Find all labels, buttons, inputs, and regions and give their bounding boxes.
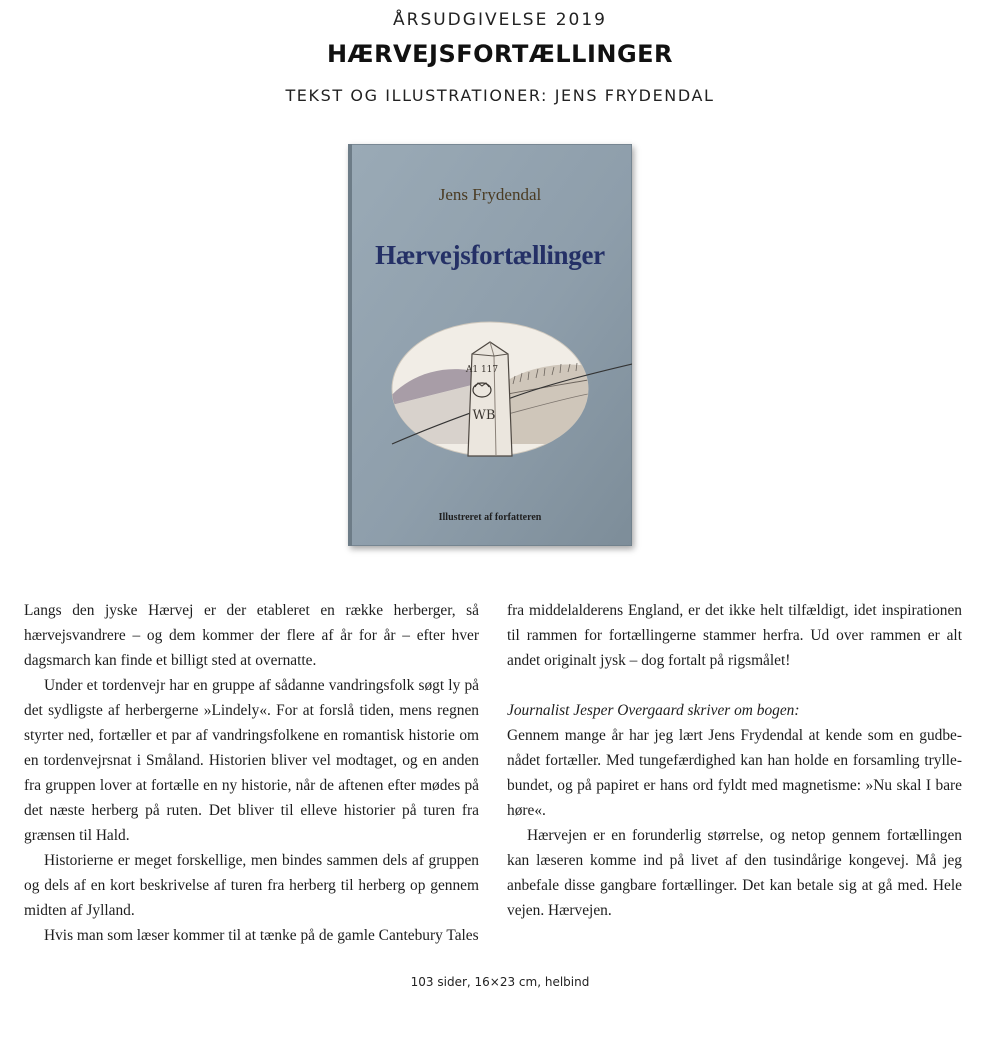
quote-paragraph: Gennem mange år har jeg lært Jens Frydendal at kende som en gudbenådet fortæller. Med tungefærdighed kan han holde en forsamling tryllebundet, og på papiret er hans ord fyldt med magnetisme: »Nu skal I bare høre«. <box>507 727 962 819</box>
credits-subtitle: TEKST OG ILLUSTRATIONER: JENS FRYDENDAL <box>285 86 715 105</box>
article-left-column <box>24 598 479 948</box>
paragraph: Langs den jyske Hærvej er der etableret en række herberger, så hærvejsvandrere – og dem kommer der flere af år for år – efter hver dagsmarch kan finde et billigt sted at overnatte. <box>24 602 479 669</box>
book-cover-image <box>348 144 632 546</box>
paragraph: Under et tordenvejr har en gruppe af sådanne vandringsfolk søgt ly på det sydligste af herbergerne »Lindely«. For at forslå tiden, mens regnen styrter ned, fortæller et par af vandringsfolkene en romantisk historie om en tordenvejrsnat i Småland. Historien bliver vel modtaget, og en anden fra gruppen lover at fortælle en ny historie, når de aftenen efter mødes på det næste herberg på ruten. Det bliver til elleve historier på turen fra grænsen til Hald. <box>24 677 479 844</box>
book-specs: 103 sider, 16×23 cm, helbind <box>410 975 590 989</box>
quote-paragraph: Hærvejen er en forunderlig størrelse, og netop gennem fortællingen kan læseren komme ind på livet af den tusindårige kongevej. Må jeg anbefale disse gangbare fortællinger. Det kan betale sig at gå med. Hele vejen. Hærvejen. <box>507 827 962 919</box>
cover-title: Hærvejsfortællinger <box>375 240 605 270</box>
stone-inscription-bottom: WB <box>472 408 496 423</box>
quote-heading: Journalist Jesper Overgaard skriver om bogen: <box>507 702 800 719</box>
article-right-column <box>507 598 962 923</box>
paragraph: Hvis man som læser kommer til at tænke på de gamle Cantebury Tales <box>44 927 479 944</box>
cover-footnote: Illustreret af forfatteren <box>438 512 542 523</box>
book-title-heading: HÆRVEJSFORTÆLLINGER <box>326 40 674 68</box>
issue-kicker: ÅRSUDGIVELSE 2019 <box>393 10 607 30</box>
paragraph: Historierne er meget forskellige, men bindes sammen dels af gruppen og dels af en kort beskrivelse af turen fra herberg til herberg op gennem midten af Jylland. <box>24 852 479 919</box>
cover-author: Jens Frydendal <box>438 185 542 204</box>
stone-inscription-top: A1 117 <box>465 365 499 375</box>
paragraph-continuation: fra middelalderens England, er det ikke helt tilfældigt, idet inspirationen til rammen for fortællingerne stammer herfra. Ud over rammen er alt andet originalt jysk – dog fortalt på rigsmålet! <box>507 602 962 669</box>
